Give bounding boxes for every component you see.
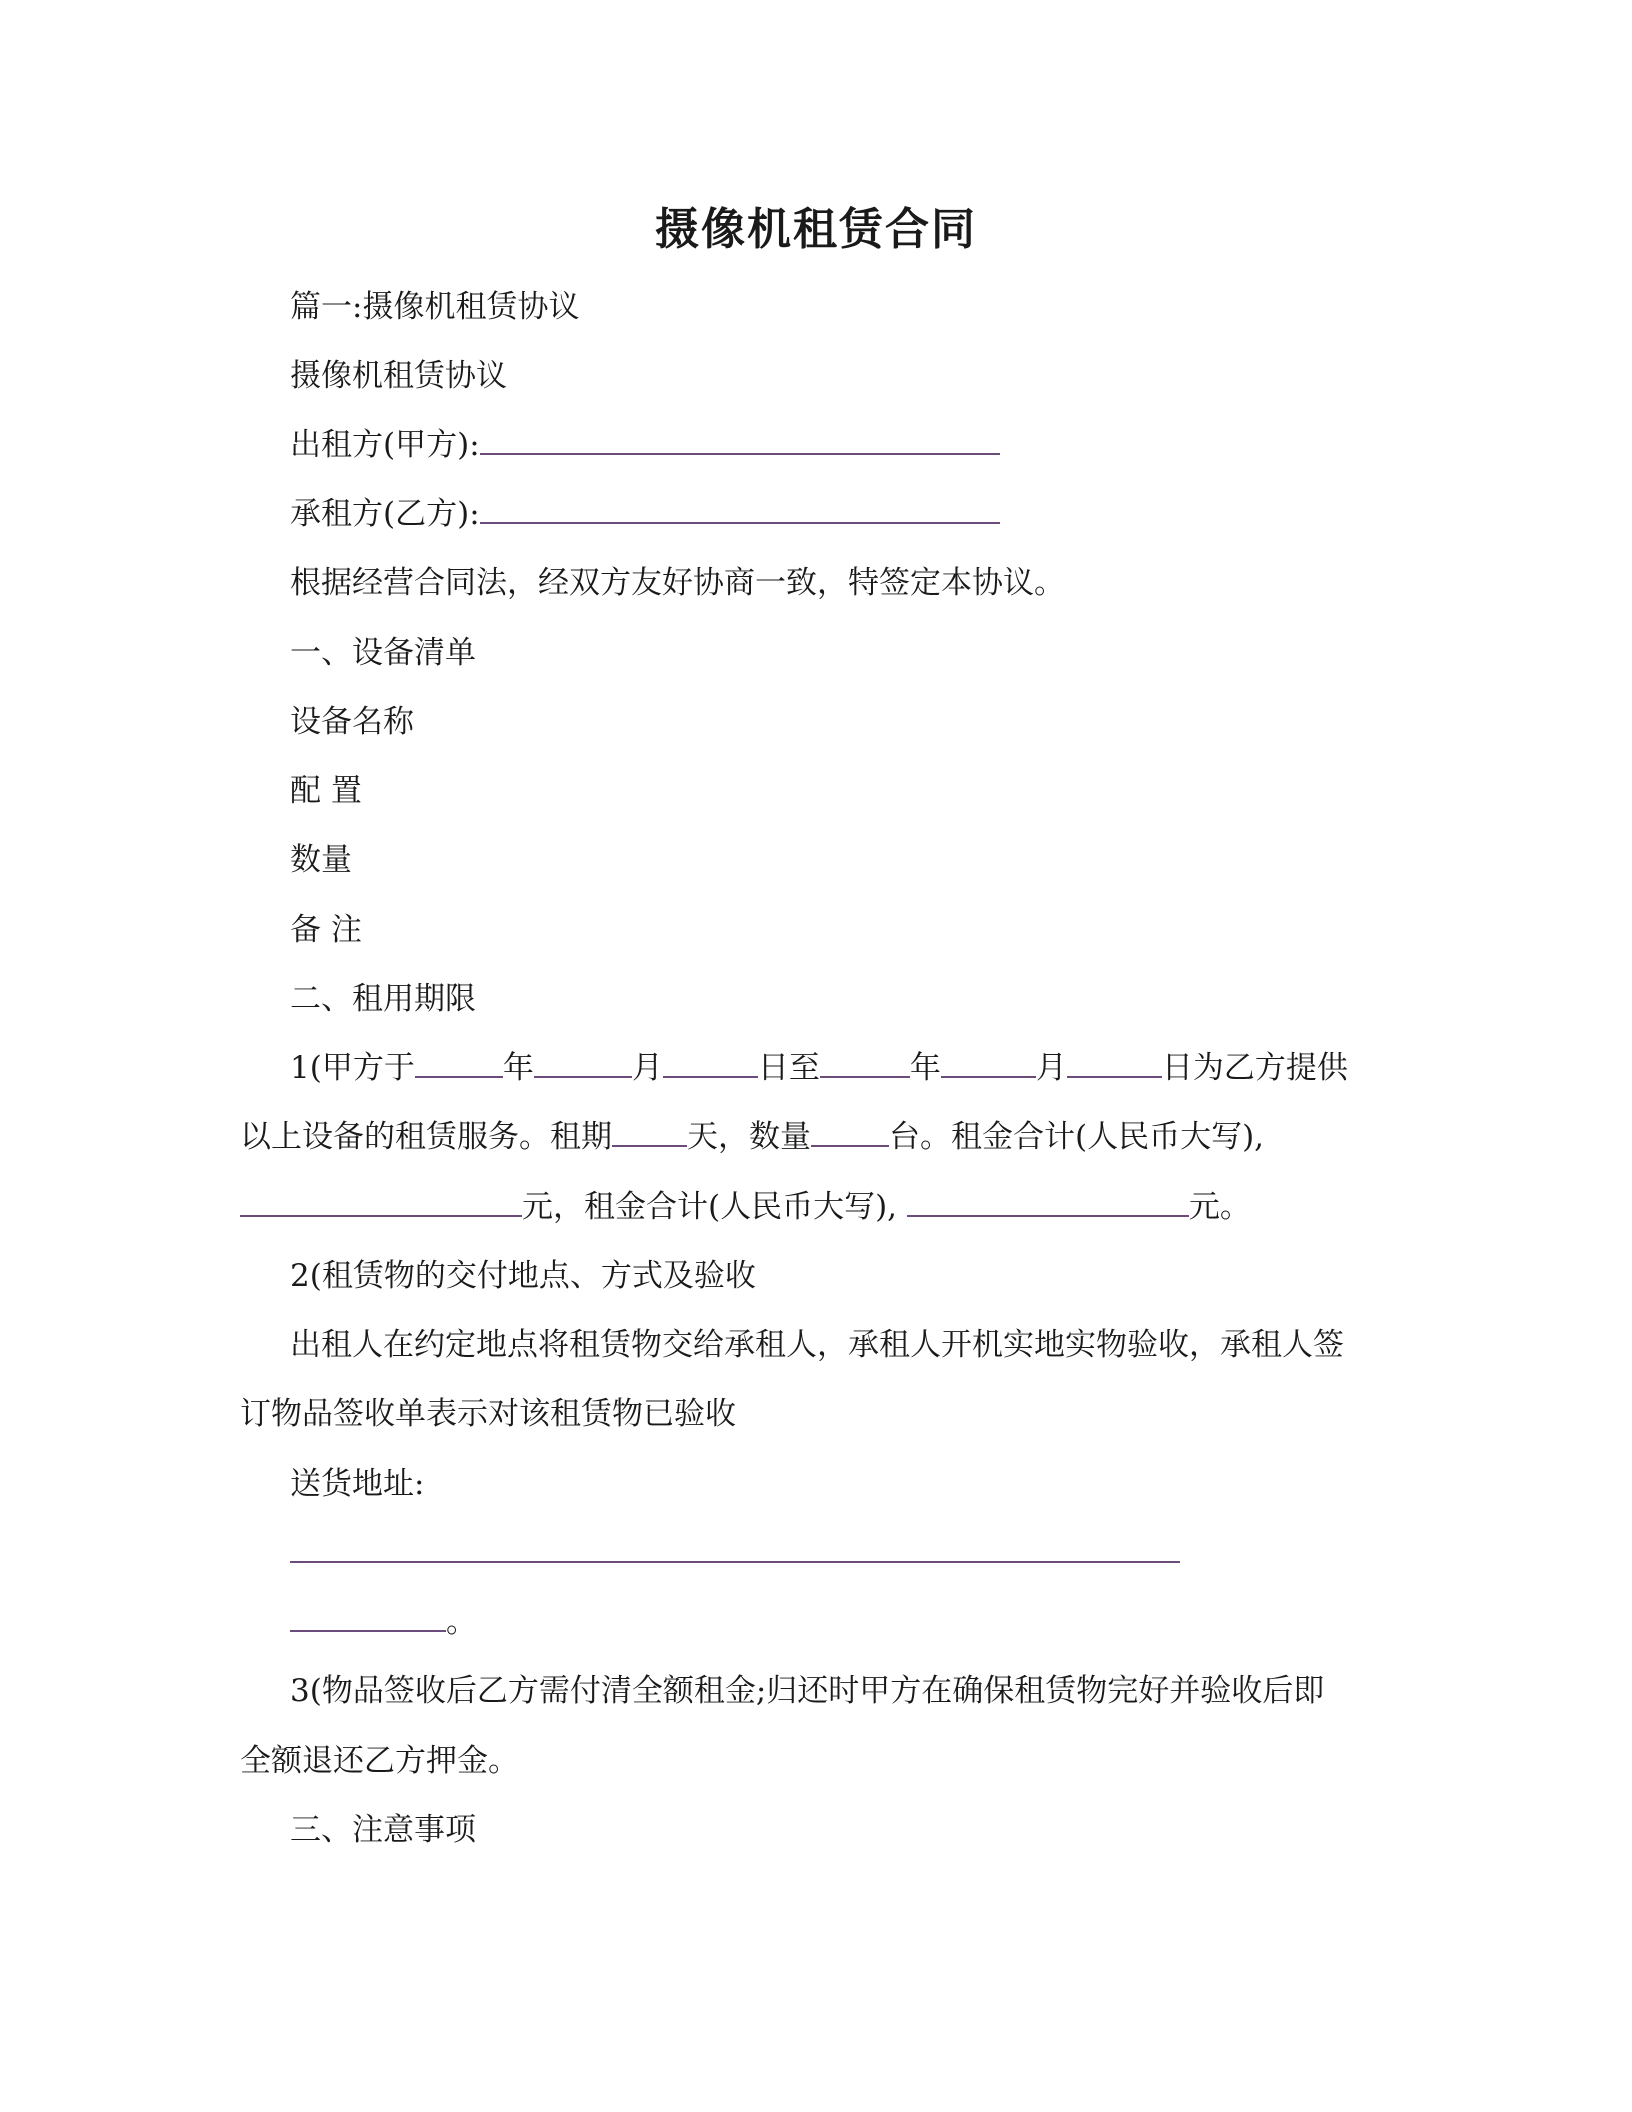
lessee-label: 承租方(乙方):: [290, 496, 480, 532]
section-heading-rental-period: 二、租用期限: [290, 981, 476, 1017]
payment-paragraph-line-2: 全额退还乙方押金。: [240, 1743, 519, 1779]
rent-amount-blank-2: [907, 1185, 1189, 1217]
preamble-text: 根据经营合同法，经双方友好协商一致，特签定本协议。: [290, 565, 1065, 601]
section-heading-notes: 三、注意事项: [290, 1812, 476, 1848]
rent-amount-line: [240, 1185, 1251, 1229]
delivery-address-line: [290, 1531, 1180, 1575]
section-heading-part-one: 篇一:摄像机租赁协议: [290, 289, 580, 325]
section-heading-equipment-list: 一、设备清单: [290, 635, 476, 671]
lessee-blank: [480, 492, 1000, 524]
rent-amount-text: 元，租金合计(人民币大写),: [522, 1189, 898, 1225]
rental-service-text: 以上设备的租赁服务。租期: [240, 1119, 612, 1155]
year-unit: 年: [909, 1050, 941, 1086]
lessor-label: 出租方(甲方):: [290, 427, 480, 463]
payment-paragraph-line-1: 3(物品签收后乙方需付清全额租金;归还时甲方在确保租赁物完好并验收后即: [290, 1673, 1325, 1709]
rental-service-line: [240, 1115, 1264, 1159]
lessor-line: [290, 423, 1000, 467]
delivery-paragraph-line-1: 出租人在约定地点将租赁物交给承租人，承租人开机实地实物验收，承租人签: [290, 1327, 1344, 1363]
month-unit: 月: [631, 1050, 663, 1086]
days-quantity-text: 天，数量: [687, 1119, 811, 1155]
end-year-blank: [820, 1046, 910, 1078]
units-total-text: 台。租金合计(人民币大写),: [889, 1119, 1265, 1155]
start-month-blank: [534, 1046, 632, 1078]
rental-days-blank: [612, 1115, 687, 1147]
rent-amount-blank: [240, 1185, 522, 1217]
delivery-paragraph-line-2: 订物品签收单表示对该租赁物已验收: [240, 1396, 736, 1432]
agreement-subtitle: 摄像机租赁协议: [290, 358, 507, 394]
start-year-blank: [415, 1046, 503, 1078]
delivery-heading: 2(租赁物的交付地点、方式及验收: [290, 1258, 756, 1294]
delivery-address-end-line: [290, 1600, 477, 1644]
delivery-address-label: 送货地址:: [290, 1466, 425, 1502]
day-to-text: 日至: [757, 1050, 820, 1086]
day-provide-text: 日为乙方提供: [1161, 1050, 1348, 1086]
quantity-label: 数量: [290, 842, 352, 878]
equipment-name-label: 设备名称: [290, 704, 414, 740]
lessee-line: [290, 492, 1000, 536]
rental-period-text: 1(甲方于: [290, 1050, 415, 1086]
month-unit: 月: [1035, 1050, 1067, 1086]
configuration-label: 配 置: [290, 773, 362, 809]
quantity-blank: [811, 1115, 889, 1147]
delivery-address-blank-2: [290, 1600, 446, 1632]
start-day-blank: [663, 1046, 758, 1078]
year-unit: 年: [502, 1050, 534, 1086]
lessor-blank: [480, 423, 1000, 455]
document-title: 摄像机租赁合同: [655, 204, 977, 255]
end-day-blank: [1067, 1046, 1162, 1078]
delivery-address-blank: [290, 1531, 1180, 1563]
rental-period-line: [290, 1046, 1348, 1090]
remarks-label: 备 注: [290, 912, 362, 948]
period-mark: 。: [446, 1604, 477, 1640]
yuan-text: 元。: [1188, 1189, 1251, 1225]
end-month-blank: [941, 1046, 1036, 1078]
